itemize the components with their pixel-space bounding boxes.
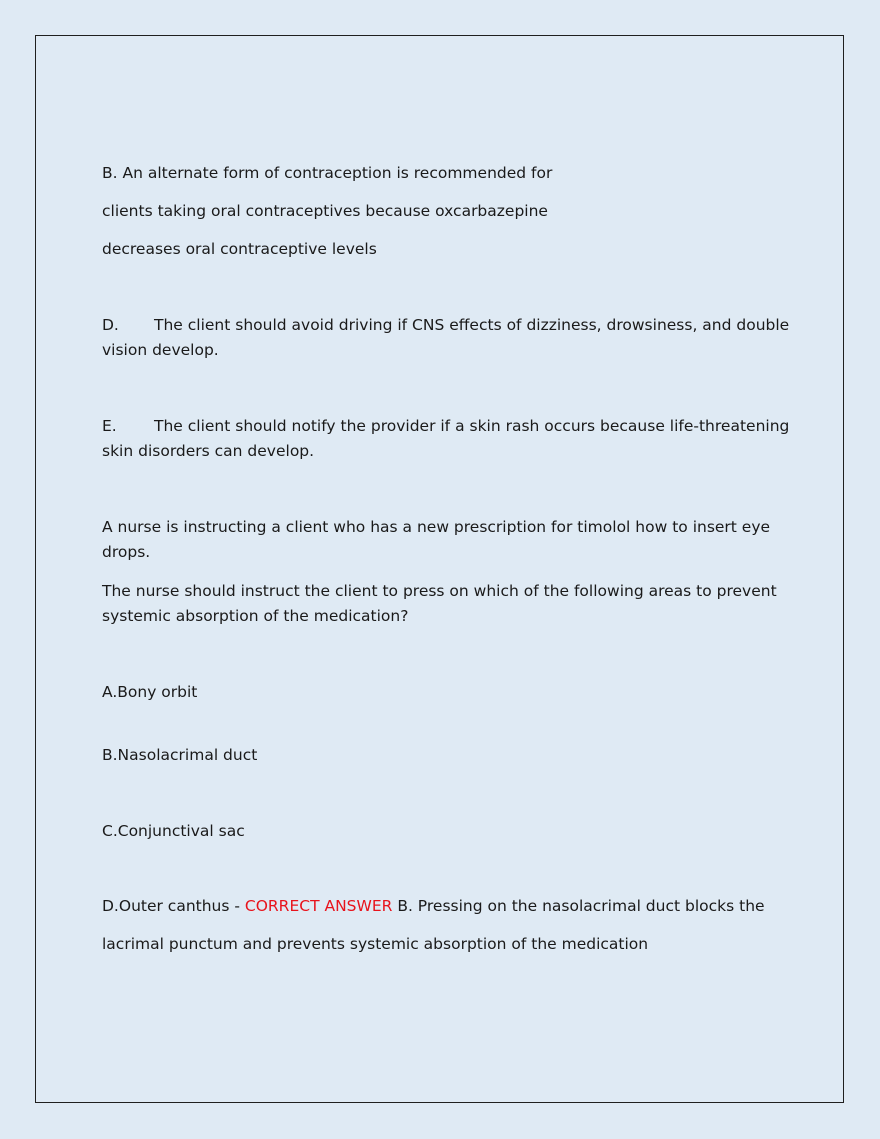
answer-option-a: A.Bony orbit	[102, 683, 198, 701]
answer-option-c: C.Conjunctival sac	[102, 822, 245, 840]
answer-explanation-line-1: B. Pressing on the nasolacrimal duct blocks the	[392, 897, 765, 915]
option-d-label: D.	[102, 316, 119, 334]
answer-option-b: B.Nasolacrimal duct	[102, 746, 258, 764]
option-d-prefix: D.Outer canthus -	[102, 897, 245, 915]
option-d	[102, 313, 792, 363]
option-e-text: The client should notify the provider if a skin rash occurs because life-threatening skin disorders can develop.	[102, 417, 790, 460]
correct-answer-label: CORRECT ANSWER	[244, 897, 393, 915]
option-b-line-1: B. An alternate form of contraception is recommended for	[102, 164, 553, 182]
question-stem-2: The nurse should instruct the client to press on which of the following areas to prevent systemic absorption of the medication?	[102, 582, 777, 625]
option-e	[102, 414, 792, 464]
answer-explanation-line-2: lacrimal punctum and prevents systemic absorption of the medication	[102, 935, 649, 953]
question-stem-1: A nurse is instructing a client who has a new prescription for timolol how to insert eye drops.	[102, 518, 771, 561]
option-d-text: The client should avoid driving if CNS effects of dizziness, drowsiness, and double vision develop.	[102, 316, 790, 359]
option-e-label: E.	[102, 417, 117, 435]
option-b-line-3: decreases oral contraceptive levels	[102, 240, 377, 258]
answer-option-d	[102, 894, 792, 919]
option-b-line-2: clients taking oral contraceptives because oxcarbazepine	[102, 202, 548, 220]
